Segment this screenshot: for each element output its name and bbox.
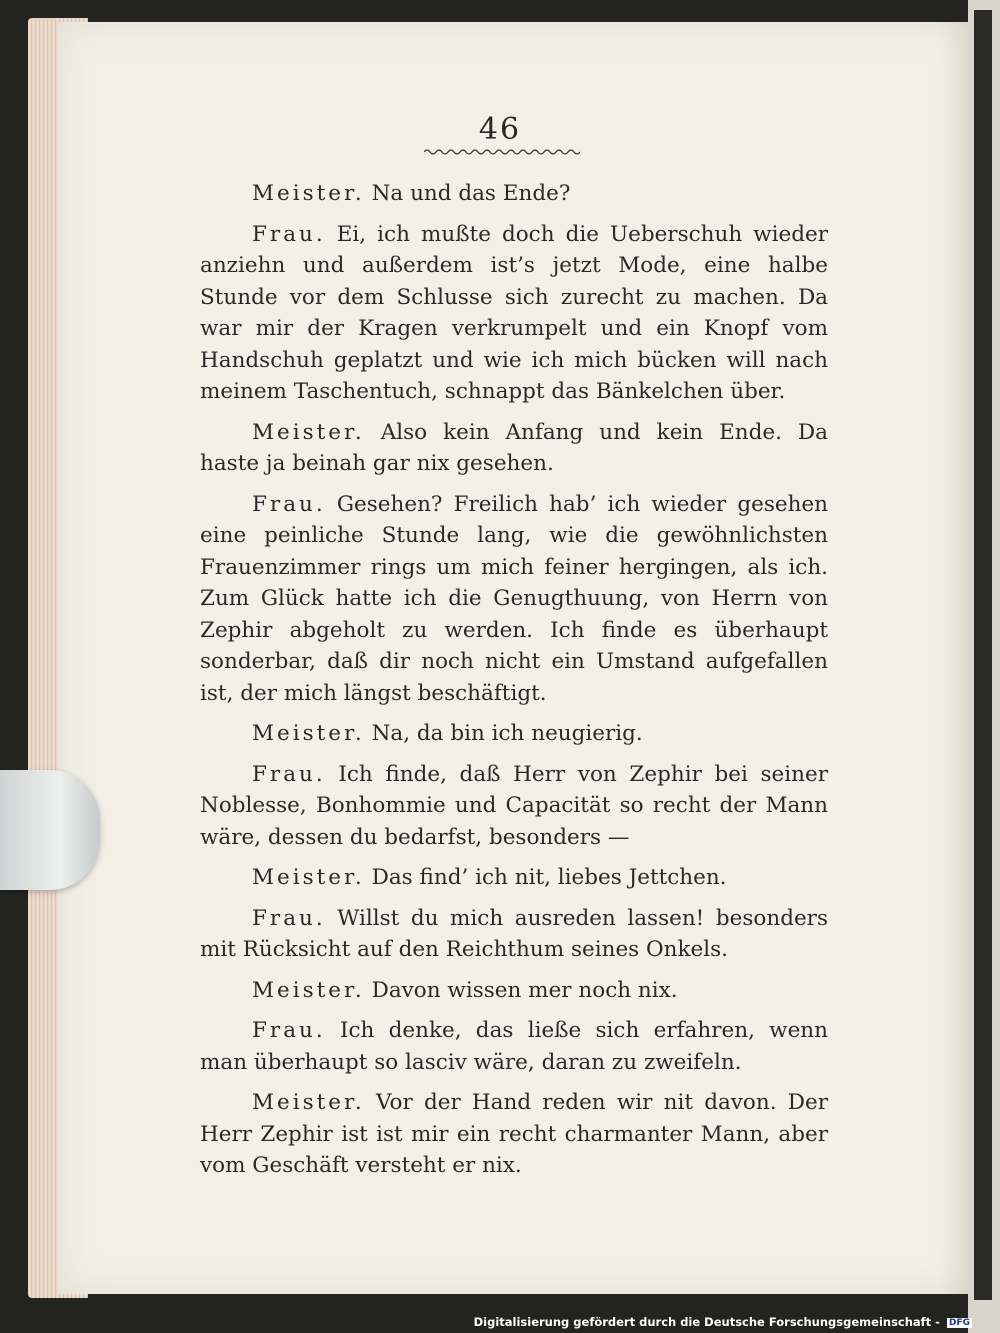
dialogue-paragraph [200,759,828,854]
right-edge-strip [968,0,1000,1333]
page-number: 46 [478,112,522,147]
dialogue-line: Das find’ ich nit, liebes Jettchen. [364,865,727,890]
dialogue-line: Also kein Anfang und kein Ende. Da haste ja beinah gar nix gesehen. [200,419,828,476]
speaker-name: Frau. [252,1018,326,1043]
dialogue-line: Davon wissen mer noch nix. [364,977,678,1003]
dialogue-paragraph [200,219,828,408]
dfg-logo: DFG [948,1317,970,1328]
footer-credit [474,1315,972,1329]
speaker-name: Frau. [252,761,326,787]
speaker-name: Meister. [252,865,365,890]
dialogue-paragraph [200,862,828,894]
speaker-name: Frau. [252,491,326,517]
dialogue-line: Vor der Hand reden wir nit davon. Der Herr Zephir ist ist mir ein recht charmanter Mann, aber vom Geschäft versteht er nix. [200,1090,828,1178]
ornament-rule [424,148,580,156]
dialogue-paragraph [200,489,828,710]
page-clip [0,770,100,890]
dialogue-paragraph [200,178,828,210]
dialogue-paragraph [200,1015,828,1078]
speaker-name: Meister. [252,721,365,746]
dialogue-line: Ich denke, das ließe sich erfahren, wenn man überhaupt so lasciv wäre, daran zu zweifeln. [200,1018,828,1075]
dialogue-line: Na und das Ende? [364,181,571,206]
dialogue-line: Gesehen? Freilich hab’ ich wieder gesehen eine peinliche Stunde lang, wie die gewöhnlichsten Frauenzimmer rings um mich feiner hergingen, als ich. Zum Glück hatte ich die Genugthuung, von Herrn von Zephir abgeholt zu werden. Ich finde es überhaupt sonderbar, daß dir noch nicht ein Umstand aufgefallen ist, der mich längst beschäftigt. [200,491,828,706]
speaker-name: Meister. [252,977,365,1003]
dialogue-text [200,178,828,1191]
dialogue-line: Ei, ich mußte doch die Ueberschuh wieder anziehn und außerdem ist’s jetzt Mode, eine halbe Stunde vor dem Schlusse sich zurecht zu machen. Da war mir der Kragen verkrumpelt und ein Knopf vom Handschuh geplatzt und wie ich mich bücken will nach meinem Taschentuch, schnappt das Bänkelchen über. [200,221,828,404]
dialogue-paragraph [200,975,828,1007]
speaker-name: Meister. [252,1090,365,1115]
dialogue-paragraph [200,417,828,480]
binding-shadow [974,10,992,1300]
dialogue-paragraph [200,903,828,966]
speaker-name: Frau. [252,221,326,247]
dialogue-line: Willst du mich ausreden lassen! besonders mit Rücksicht auf den Reichthum seines Onkels. [200,905,828,962]
speaker-name: Frau. [252,905,326,931]
speaker-name: Meister. [252,181,365,206]
dialogue-paragraph [200,1087,828,1182]
dialogue-line: Na, da bin ich neugierig. [364,721,643,746]
footer-text: Digitalisierung gefördert durch die Deutsche Forschungsgemeinschaft - [473,1315,940,1329]
dialogue-line: Ich finde, daß Herr von Zephir bei seiner Noblesse, Bonhommie und Capacität so recht der Mann wäre, dessen du bedarfst, besonders — [200,761,828,850]
dialogue-paragraph [200,718,828,750]
speaker-name: Meister. [252,419,365,445]
